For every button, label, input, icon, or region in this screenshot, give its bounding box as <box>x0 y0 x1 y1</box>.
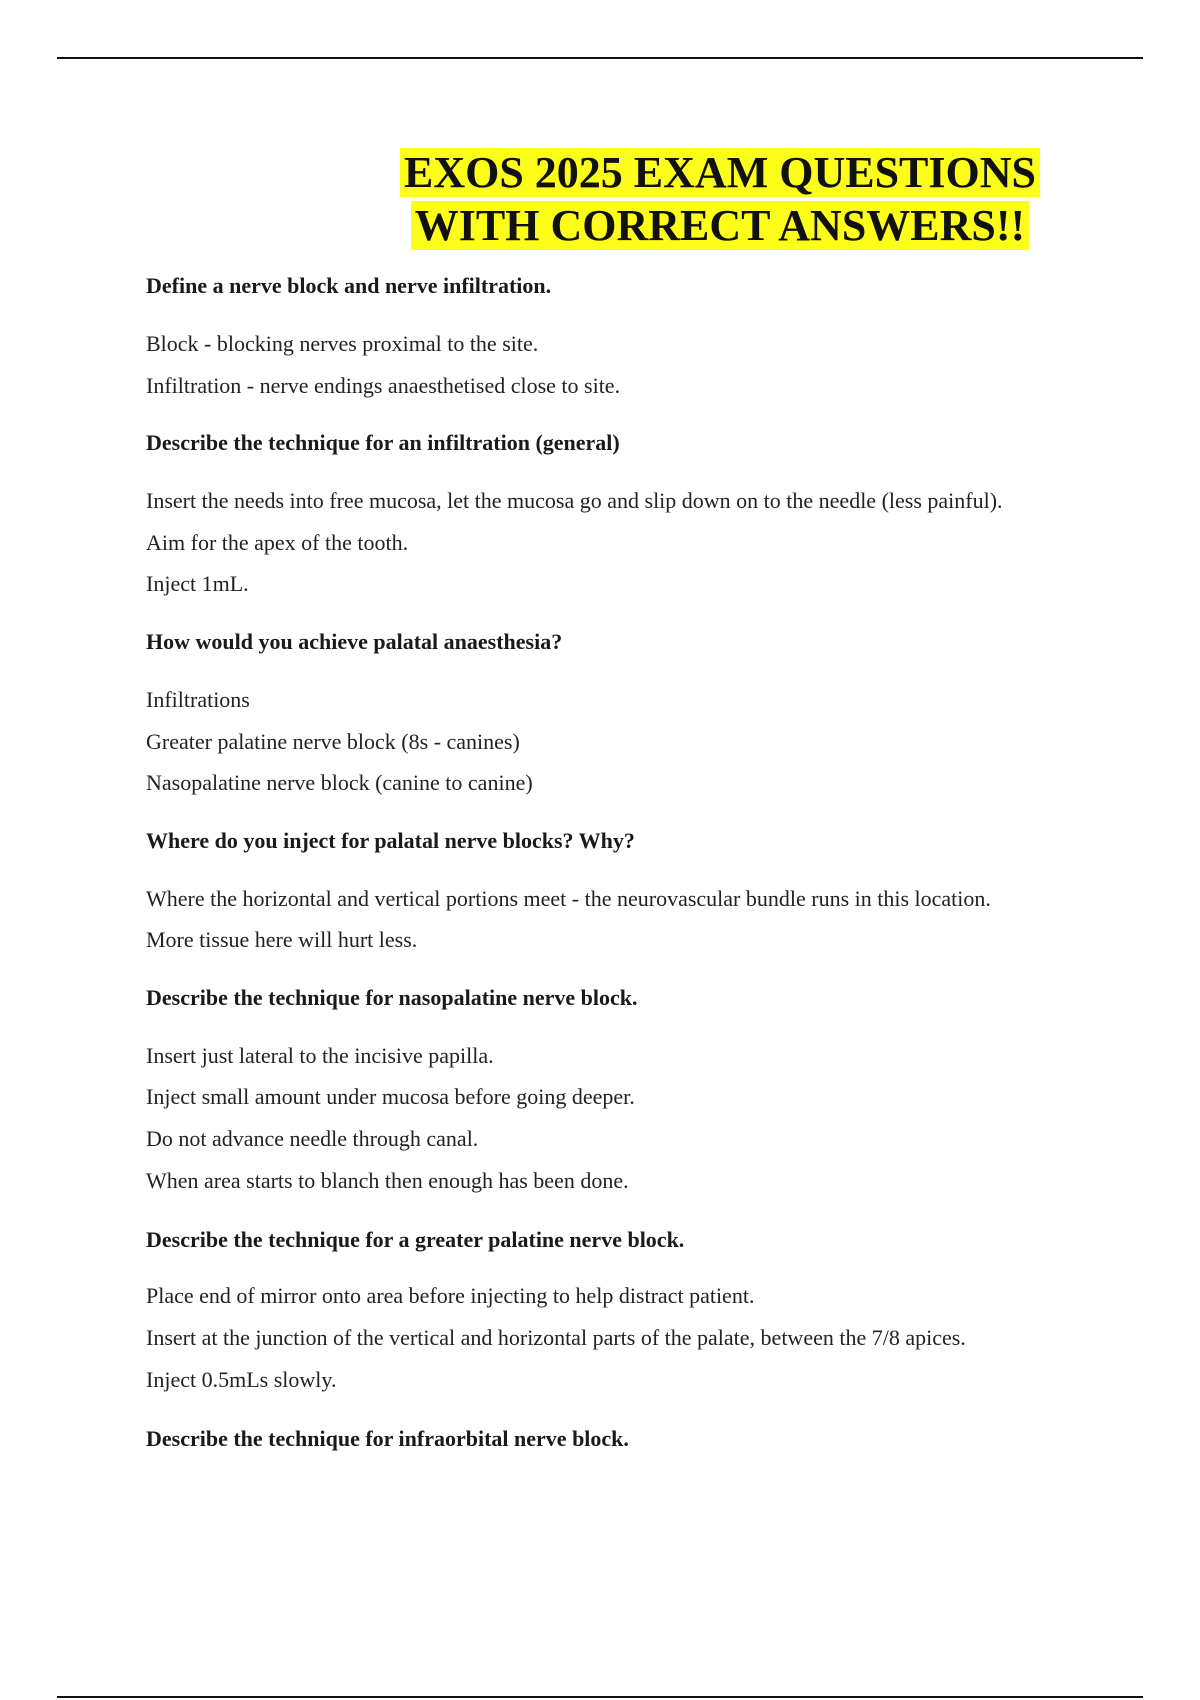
answer-line: Inject small amount under mucosa before going deeper. <box>146 1084 635 1109</box>
title-highlight-2: WITH CORRECT ANSWERS!! <box>411 201 1029 250</box>
question: Describe the technique for a greater palatine nerve block. <box>146 1227 685 1252</box>
question: Describe the technique for nasopalatine nerve block. <box>146 985 638 1010</box>
qa-item-4 <box>146 828 1146 953</box>
question: Where do you inject for palatal nerve blocks? Why? <box>146 828 635 853</box>
answer-line: Inject 0.5mLs slowly. <box>146 1367 337 1392</box>
answer-line: Insert at the junction of the vertical and horizontal parts of the palate, between the 7/8 apices. <box>146 1325 966 1350</box>
title-line-1 <box>380 146 1060 199</box>
question: Describe the technique for an infiltration (general) <box>146 430 620 455</box>
qa-item-1 <box>146 273 1146 399</box>
qa-item-3 <box>146 629 1146 796</box>
answer-line: Block - blocking nerves proximal to the site. <box>146 331 539 356</box>
title-highlight-1: EXOS 2025 EXAM QUESTIONS <box>400 148 1040 197</box>
question: Define a nerve block and nerve infiltration. <box>146 273 552 298</box>
question: How would you achieve palatal anaesthesia? <box>146 629 563 654</box>
answer-line: Place end of mirror onto area before injecting to help distract patient. <box>146 1283 755 1308</box>
qa-item-5 <box>146 985 1146 1194</box>
answer-line: Where the horizontal and vertical portions meet - the neurovascular bundle runs in this location. <box>146 886 991 911</box>
question: Describe the technique for infraorbital nerve block. <box>146 1426 629 1451</box>
answer-line: Do not advance needle through canal. <box>146 1126 479 1151</box>
top-rule <box>57 57 1143 59</box>
qa-item-7 <box>146 1426 1146 1452</box>
answer-line: Infiltration - nerve endings anaesthetised close to site. <box>146 373 621 398</box>
title-line-2 <box>380 199 1060 252</box>
answer-line: When area starts to blanch then enough has been done. <box>146 1168 629 1193</box>
answer-line: Nasopalatine nerve block (canine to canine) <box>146 770 533 795</box>
answer-line: Insert just lateral to the incisive papilla. <box>146 1043 494 1068</box>
answer-line: More tissue here will hurt less. <box>146 927 418 952</box>
answer-line: Inject 1mL. <box>146 571 249 596</box>
answer-line: Insert the needs into free mucosa, let the mucosa go and slip down on to the needle (less painful). <box>146 488 1003 513</box>
qa-item-2 <box>146 430 1146 597</box>
answer-line: Greater palatine nerve block (8s - canines) <box>146 729 520 754</box>
bottom-rule <box>57 1696 1143 1698</box>
answer-line: Aim for the apex of the tooth. <box>146 530 409 555</box>
qa-item-6 <box>146 1227 1146 1393</box>
document-title <box>380 146 1060 252</box>
answer-line: Infiltrations <box>146 687 250 712</box>
